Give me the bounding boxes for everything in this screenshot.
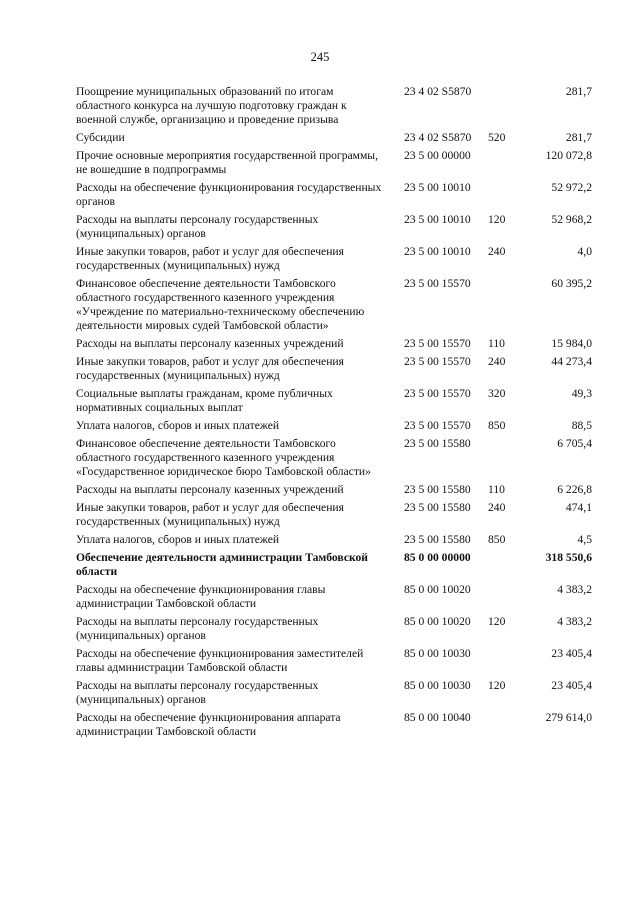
row-expense-type: 320 [488, 387, 506, 400]
row-name: Субсидии [76, 131, 125, 144]
row-code: 85 0 00 00000 [404, 551, 471, 564]
row-code: 23 5 00 10010 [404, 213, 471, 226]
row-expense-type: 120 [488, 615, 506, 628]
row-amount: 44 273,4 [551, 355, 592, 368]
row-name: Финансовое обеспечение деятельности Тамбовского областного государственного казенного учреждения «Учреждение по материально-техническому обеспечению деятельности мировых судей Тамбовской области» [76, 277, 365, 332]
row-amount: 52 972,2 [551, 181, 592, 194]
row-expense-type [488, 85, 520, 131]
row-expense-type: 120 [488, 679, 506, 692]
row-amount: 23 405,4 [551, 647, 592, 660]
table-row [76, 387, 592, 419]
table-row [76, 551, 592, 583]
row-expense-type [488, 149, 520, 181]
row-name: Расходы на обеспечение функционирования заместителей главы администрации Тамбовской области [76, 647, 364, 674]
row-expense-type: 850 [488, 533, 506, 546]
row-code: 85 0 00 10030 [404, 647, 471, 660]
row-code: 23 5 00 15580 [404, 501, 471, 514]
row-expense-type: 120 [488, 213, 506, 226]
budget-table [76, 85, 592, 743]
row-expense-type: 520 [488, 131, 506, 144]
table-row [76, 419, 592, 437]
table-row [76, 501, 592, 533]
row-code: 23 5 00 15580 [404, 483, 471, 496]
row-expense-type [488, 551, 520, 583]
row-amount: 4,0 [577, 245, 592, 258]
row-expense-type [488, 277, 520, 337]
row-expense-type: 240 [488, 355, 506, 368]
row-name: Расходы на выплаты персоналу государственных (муниципальных) органов [76, 213, 319, 240]
row-code: 85 0 00 10040 [404, 711, 471, 724]
row-amount: 60 395,2 [551, 277, 592, 290]
row-name: Социальные выплаты гражданам, кроме публичных нормативных социальных выплат [76, 387, 333, 414]
table-row [76, 131, 592, 149]
row-name: Расходы на обеспечение функционирования главы администрации Тамбовской области [76, 583, 326, 610]
row-expense-type: 110 [488, 483, 505, 496]
row-name: Расходы на обеспечение функционирования государственных органов [76, 181, 382, 208]
row-name: Уплата налогов, сборов и иных платежей [76, 419, 280, 432]
row-name: Расходы на выплаты персоналу казенных учреждений [76, 337, 344, 350]
row-amount: 52 968,2 [551, 213, 592, 226]
table-row [76, 277, 592, 337]
row-amount: 120 072,8 [545, 149, 592, 162]
table-row [76, 85, 592, 131]
table-row [76, 679, 592, 711]
row-name: Обеспечение деятельности администрации Тамбовской области [76, 551, 368, 578]
row-amount: 15 984,0 [551, 337, 592, 350]
row-expense-type: 850 [488, 419, 506, 432]
row-amount: 318 550,6 [545, 551, 592, 564]
table-row [76, 647, 592, 679]
row-name: Финансовое обеспечение деятельности Тамбовского областного государственного казенного учреждения «Государственное юридическое бюро Тамбовской области» [76, 437, 371, 478]
budget-rows [76, 85, 592, 743]
row-amount: 4 383,2 [557, 583, 592, 596]
row-amount: 6 705,4 [557, 437, 592, 450]
table-row [76, 711, 592, 743]
row-name: Расходы на обеспечение функционирования аппарата администрации Тамбовской области [76, 711, 341, 738]
row-amount: 49,3 [571, 387, 592, 400]
table-row [76, 355, 592, 387]
row-name: Иные закупки товаров, работ и услуг для обеспечения государственных (муниципальных) нужд [76, 355, 344, 382]
row-expense-type: 110 [488, 337, 505, 350]
row-expense-type: 240 [488, 501, 506, 514]
row-amount: 281,7 [565, 131, 592, 144]
table-row [76, 213, 592, 245]
row-expense-type [488, 583, 520, 615]
table-row [76, 583, 592, 615]
table-row [76, 615, 592, 647]
row-name: Уплата налогов, сборов и иных платежей [76, 533, 280, 546]
row-code: 85 0 00 10030 [404, 679, 471, 692]
row-expense-type: 240 [488, 245, 506, 258]
row-code: 23 5 00 15570 [404, 337, 471, 350]
row-name: Расходы на выплаты персоналу казенных учреждений [76, 483, 344, 496]
row-expense-type [488, 711, 520, 743]
row-name: Поощрение муниципальных образований по итогам областного конкурса на лучшую подготовку граждан к военной службе, организацию и проведение призыва [76, 85, 347, 126]
row-code: 23 5 00 15570 [404, 277, 471, 290]
table-row [76, 437, 592, 483]
table-row [76, 533, 592, 551]
row-name: Иные закупки товаров, работ и услуг для обеспечения государственных (муниципальных) нужд [76, 501, 344, 528]
table-row [76, 149, 592, 181]
row-amount: 4,5 [577, 533, 592, 546]
row-name: Расходы на выплаты персоналу государственных (муниципальных) органов [76, 679, 319, 706]
row-amount: 6 226,8 [557, 483, 592, 496]
row-code: 85 0 00 10020 [404, 615, 471, 628]
row-code: 23 5 00 10010 [404, 181, 471, 194]
row-amount: 474,1 [565, 501, 592, 514]
row-code: 23 5 00 15580 [404, 437, 471, 450]
row-name: Прочие основные мероприятия государственной программы, не вошедшие в подпрограммы [76, 149, 378, 176]
row-expense-type [488, 181, 520, 213]
page-number: 245 [310, 50, 330, 64]
row-code: 23 4 02 S5870 [404, 131, 472, 144]
row-amount: 88,5 [571, 419, 592, 432]
row-expense-type [488, 437, 520, 483]
row-amount: 281,7 [565, 85, 592, 98]
row-code: 23 4 02 S5870 [404, 85, 472, 98]
row-code: 23 5 00 00000 [404, 149, 471, 162]
table-row [76, 337, 592, 355]
row-code: 23 5 00 15580 [404, 533, 471, 546]
table-row [76, 181, 592, 213]
row-name: Иные закупки товаров, работ и услуг для обеспечения государственных (муниципальных) нужд [76, 245, 344, 272]
row-name: Расходы на выплаты персоналу государственных (муниципальных) органов [76, 615, 319, 642]
row-code: 85 0 00 10020 [404, 583, 471, 596]
row-code: 23 5 00 15570 [404, 419, 471, 432]
table-row [76, 245, 592, 277]
row-amount: 4 383,2 [557, 615, 592, 628]
row-code: 23 5 00 15570 [404, 387, 471, 400]
row-code: 23 5 00 15570 [404, 355, 471, 368]
row-amount: 23 405,4 [551, 679, 592, 692]
row-expense-type [488, 647, 520, 679]
table-row [76, 483, 592, 501]
row-code: 23 5 00 10010 [404, 245, 471, 258]
row-amount: 279 614,0 [545, 711, 592, 724]
